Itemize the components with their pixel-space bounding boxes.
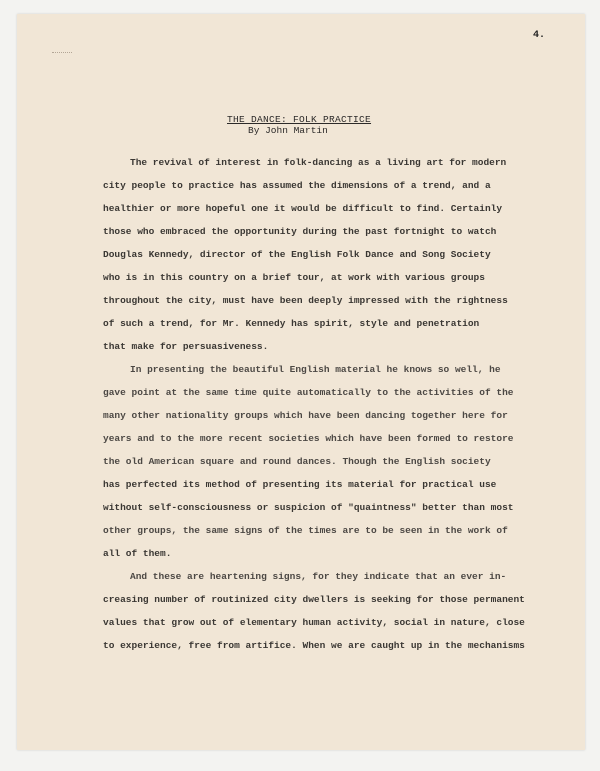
text-line: many other nationality groups which have been dancing together here for [103, 410, 508, 421]
text-line: And these are heartening signs, for they indicate that an ever in- [130, 571, 507, 582]
text-line: other groups, the same signs of the times are to be seen in the work of [103, 525, 508, 536]
text-line: values that grow out of elementary human activity, social in nature, close [103, 617, 525, 628]
text-line: that make for persuasiveness. [103, 341, 269, 352]
article-title: THE DANCE: FOLK PRACTICE [227, 114, 372, 125]
text-line: of such a trend, for Mr. Kennedy has spirit, style and penetration [103, 318, 480, 329]
text-line: gave point at the same time quite automatically to the activities of the [103, 387, 514, 398]
text-line: healthier or more hopeful one it would be difficult to find. Certainly [103, 203, 503, 214]
text-line: without self-consciousness or suspicion of "quaintness" better than most [103, 502, 514, 513]
text-line: who is in this country on a brief tour, at work with various groups [103, 272, 485, 283]
text-line: throughout the city, must have been deeply impressed with the rightness [103, 295, 508, 306]
text-line: those who embraced the opportunity during the past fortnight to watch [103, 226, 497, 237]
text-line: Douglas Kennedy, director of the English Folk Dance and Song Society [103, 249, 491, 260]
text-line: In presenting the beautiful English material he knows so well, he [130, 364, 501, 375]
text-line: The revival of interest in folk-dancing as a living art for modern [130, 157, 507, 168]
article-byline: By John Martin [248, 125, 328, 136]
text-line: has perfected its method of presenting its material for practical use [103, 479, 497, 490]
text-line: the old American square and round dances. Though the English society [103, 456, 491, 467]
page-number: 4. [533, 30, 546, 41]
text-line: creasing number of routinized city dwellers is seeking for those permanent [103, 594, 525, 605]
text-line: city people to practice has assumed the dimensions of a trend, and a [103, 180, 491, 191]
text-line: years and to the more recent societies which have been formed to restore [103, 433, 514, 444]
text-line: all of them. [103, 548, 172, 559]
margin-mark [52, 52, 72, 53]
text-line: to experience, free from artifice. When we are caught up in the mechanisms [103, 640, 525, 651]
